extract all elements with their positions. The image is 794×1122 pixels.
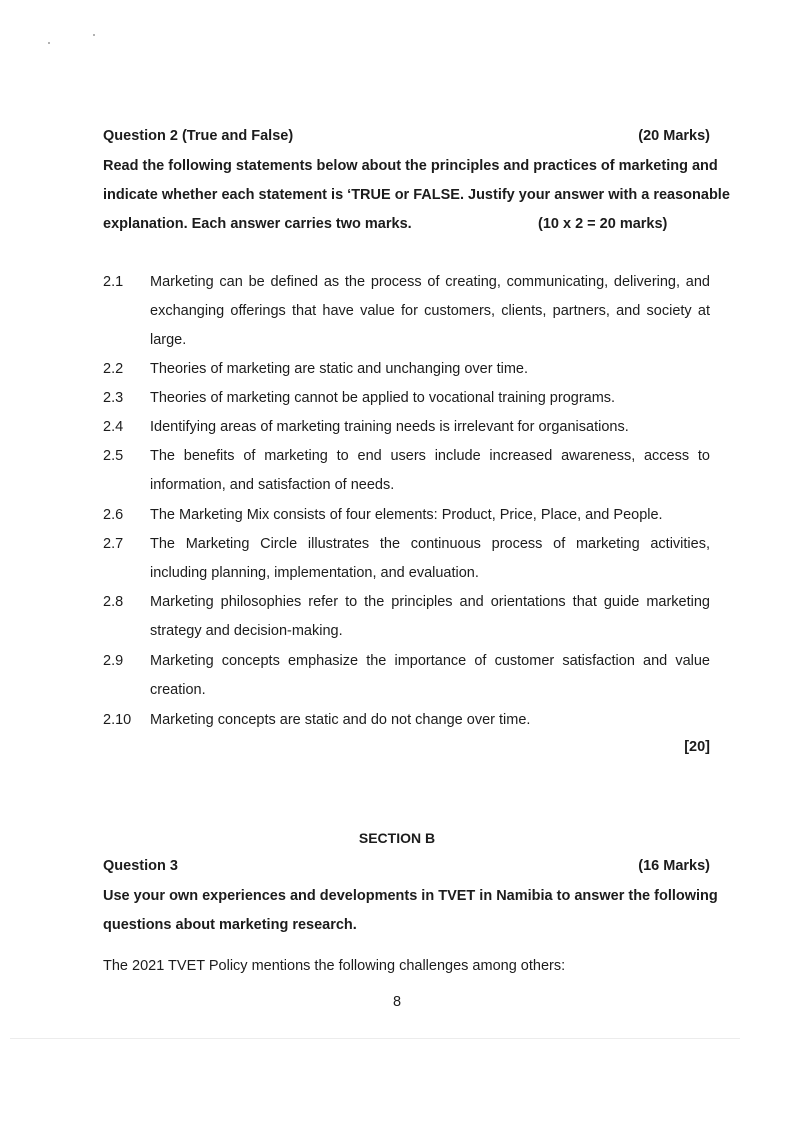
scan-speck [93, 34, 95, 36]
statement-item [103, 355, 710, 384]
question3-instructions-line2: questions about marketing research. [103, 917, 357, 933]
statement-text: Marketing philosophies refer to the principles and orientations that guide marketing strategy and decision-making. [150, 594, 710, 639]
statement-item [103, 442, 710, 500]
statement-text: The Marketing Mix consists of four elements: Product, Price, Place, and People. [150, 507, 663, 523]
page-number: 8 [392, 994, 402, 1010]
statement-item [103, 706, 710, 735]
statement-text: Theories of marketing are static and unchanging over time. [150, 361, 529, 377]
statement-number: 2.5 [103, 448, 124, 464]
scan-edge-line [10, 1038, 740, 1039]
section-heading: SECTION B [358, 830, 436, 846]
policy-text: The 2021 TVET Policy mentions the following challenges among others: [103, 958, 566, 974]
statement-item [103, 530, 710, 588]
question3-header [103, 858, 710, 874]
question2-total: [20] [684, 739, 710, 755]
statement-number: 2.10 [103, 712, 132, 728]
statement-text: The Marketing Circle illustrates the continuous process of marketing activities, including planning, implementation, and evaluation. [150, 536, 710, 581]
statement-item [103, 413, 710, 442]
statement-number: 2.6 [103, 507, 124, 523]
statement-item [103, 647, 710, 705]
statement-item [103, 268, 710, 355]
statement-text: Theories of marketing cannot be applied to vocational training programs. [150, 390, 616, 406]
statement-text: Identifying areas of marketing training needs is irrelevant for organisations. [150, 419, 629, 435]
scan-speck [48, 42, 50, 44]
question2-instructions-line1: Read the following statements below about the principles and practices of marketing and [103, 158, 718, 174]
statement-number: 2.1 [103, 274, 124, 290]
question2-header [103, 128, 710, 144]
statement-text: Marketing can be defined as the process of creating, communicating, delivering, and exchanging offerings that have value for customers, clients, partners, and society at large. [150, 274, 710, 348]
statement-item [103, 384, 710, 413]
statement-item [103, 588, 710, 646]
question2-title: Question 2 (True and False) [103, 128, 294, 144]
statement-number: 2.4 [103, 419, 124, 435]
statement-text: Marketing concepts are static and do not change over time. [150, 712, 531, 728]
question3-marks: (16 Marks) [638, 858, 710, 874]
question2-instructions-line2: indicate whether each statement is ‘TRUE or FALSE. Justify your answer with a reasonable [103, 187, 730, 203]
question2-marks: (20 Marks) [638, 128, 710, 144]
statement-number: 2.3 [103, 390, 124, 406]
statement-number: 2.9 [103, 653, 124, 669]
statement-text: Marketing concepts emphasize the importance of customer satisfaction and value creation. [150, 653, 710, 698]
statement-number: 2.2 [103, 361, 124, 377]
statement-number: 2.8 [103, 594, 124, 610]
question3-title: Question 3 [103, 858, 178, 874]
statement-text: The benefits of marketing to end users include increased awareness, access to information, and satisfaction of needs. [150, 448, 710, 493]
statement-number: 2.7 [103, 536, 124, 552]
statement-item [103, 501, 710, 530]
marks-breakdown: (10 x 2 = 20 marks) [538, 216, 668, 232]
question3-instructions-line1: Use your own experiences and developments in TVET in Namibia to answer the following [103, 888, 718, 904]
instructions-line3-text: explanation. Each answer carries two marks. [103, 216, 412, 232]
question2-instructions-line3 [103, 216, 710, 232]
